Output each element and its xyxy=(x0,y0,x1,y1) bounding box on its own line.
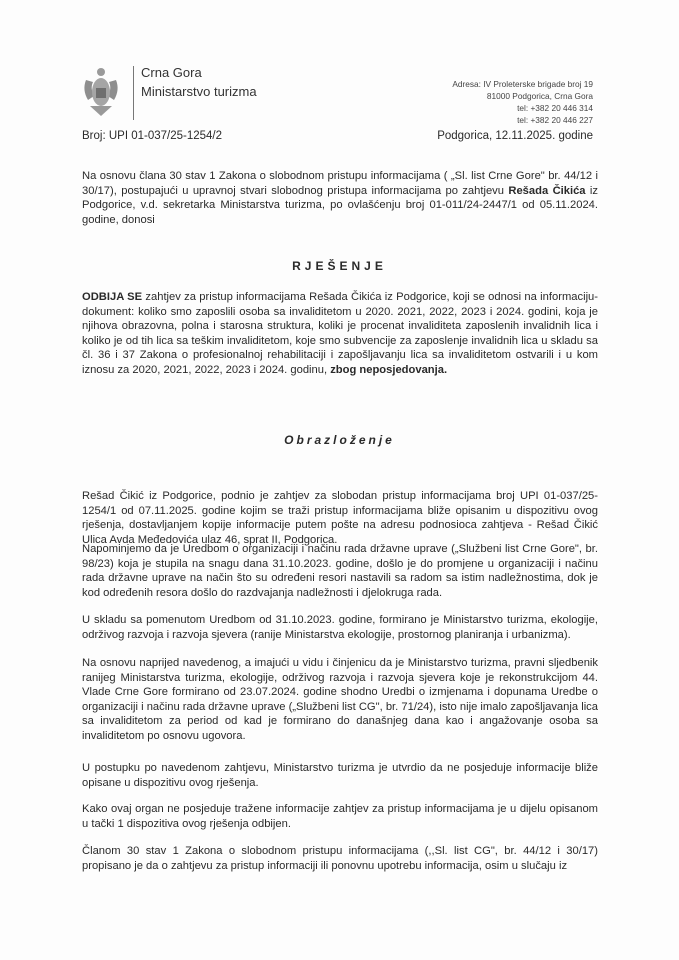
ministry-name: Ministarstvo turizma xyxy=(141,84,257,99)
reasoning-title: Obrazloženje xyxy=(284,433,395,447)
intro-paragraph xyxy=(82,169,598,227)
header-divider xyxy=(133,66,134,120)
decision-title: RJEŠENJE xyxy=(292,259,387,273)
coat-of-arms-logo xyxy=(80,66,122,118)
reasoning-paragraph: Rešad Čikić iz Podgorice, podnio je zahtjev za slobodan pristup informacijama broj UPI 01-037/25-1254/1 od 07.11.2025. godine kojim se traži pristup informacijama bliže opisanim u dispozitivu ovog rješenja, dostavljanjem kopije informacije putem pošte na adresu podnosioca zahtjeva - Rešad Čikić Ulica Avda Međedovića ulaz 46, sprat II, Podgorica. xyxy=(82,490,598,546)
reasoning-paragraph: Napominjemo da je Uredbom o organizaciji i načinu rada državne uprave („Službeni list Crne Gore", br. 98/23) koja je stupila na snagu dana 31.10.2023. godine, došlo je do promjene u organizaciji i načinu rada državne uprave na način što su određeni resori nastavili sa radom sa istim nadležnostima, dok je kod određenih resora došlo do razdvajanja nadležnosti i djelokruga rada. xyxy=(82,543,598,599)
address-line: Adresa: IV Proleterske brigade broj 19 xyxy=(452,79,593,89)
reasoning-paragraph: U postupku po navedenom zahtjevu, Ministarstvo turizma je utvrdio da ne posjeduje informacije bliže opisane u dispozitivu ovog rješenja. xyxy=(82,762,598,789)
intro-text: iz Podgorice, v.d. sekretarka Ministarstva turizma, po ovlašćenju broj 01-011/24-2447/1 od 05.11.2024. godine, donosi xyxy=(82,184,598,226)
applicant-name: Rešada Čikića xyxy=(508,184,586,197)
document-date: Podgorica, 12.11.2025. godine xyxy=(437,130,593,142)
address-line: tel: +382 20 446 314 xyxy=(517,103,593,113)
reasoning-paragraph: Članom 30 stav 1 Zakona o slobodnom pristupu informacijama (,,Sl. list CG", br. 44/12 i 30/17) propisano je da o zahtjevu za pristup informaciji ili ponovnu upotrebu informacija, osim u slučaju iz xyxy=(82,845,598,872)
decision-verdict: ODBIJA SE xyxy=(82,291,143,303)
address-line: tel: +382 20 446 227 xyxy=(517,115,593,125)
decision-paragraph xyxy=(82,290,598,377)
intro-text: Na osnovu člana 30 stav 1 Zakona o slobodnom pristupu informacijama ( „Sl. list Crne Gore" br. 44/12 i 30/17), postupajući u upravnoj stvari slobodnog pristupa informacijama po zahtjevu xyxy=(82,170,598,197)
decision-reason: zbog neposjedovanja. xyxy=(330,363,448,376)
reasoning-paragraph: Na osnovu naprijed navedenog, a imajući u vidu i činjenicu da je Ministarstvo turizma, pravni sljedbenik ranijeg Ministarstva turizma, ekologije, održivog razvoja i razvoja sjevera koje je rekonstrukcijom 44. Vlade Crne Gore formirano od 23.07.2024. godine shodno Uredbi o izmjenama i dopunama Uredbe o organizaciji i načinu rada državne uprave („Službeni list CG", br. 71/24), isto nije imalo zapošljavanja lica sa invaliditetom za period od kad je formirano do današnjeg dana kao i angažovanje osoba sa invaliditetom po osnovu ugovora. xyxy=(82,657,598,742)
reference-number: Broj: UPI 01-037/25-1254/2 xyxy=(82,130,223,142)
decision-text: zahtjev za pristup informacijama Rešada Čikića iz Podgorice, koji se odnosi na informaciju-dokument: koliko smo zaposlili osoba sa invaliditetom u 2020. 2021, 2022, 2023 i 2024. godini, koja je njihova obrazovna, polna i starosna struktura, koliki je procenat invaliditeta zaposlenih invalidnih lica i koliko je od tih lica sa teškim invaliditetom, koje smo subvencije za zaposlenje invalidnih lica u skladu sa čl. 36 i 37 Zakona o profesionalnoj rehabilitaciji i zapošljavanju lica sa invaliditetom ostvarili i u kom iznosu za 2020, 2021, 2022, 2023 i 2024. godinu, xyxy=(82,291,599,376)
address-block xyxy=(452,78,593,126)
reasoning-paragraph: U skladu sa pomenutom Uredbom od 31.10.2023. godine, formirano je Ministarstvo turizma, ekologije, održivog razvoja i razvoja sjevera (ranije Ministarstva ekologije, prostornog planiranja i urbanizma). xyxy=(82,614,598,641)
country-name: Crna Gora xyxy=(141,65,202,80)
address-line: 81000 Podgorica, Crna Gora xyxy=(486,91,593,101)
reasoning-paragraph: Kako ovaj organ ne posjeduje tražene informacije zahtjev za pristup informacijama je u dijelu opisanom u tački 1 dispozitiva ovog rješenja odbijen. xyxy=(82,803,598,830)
